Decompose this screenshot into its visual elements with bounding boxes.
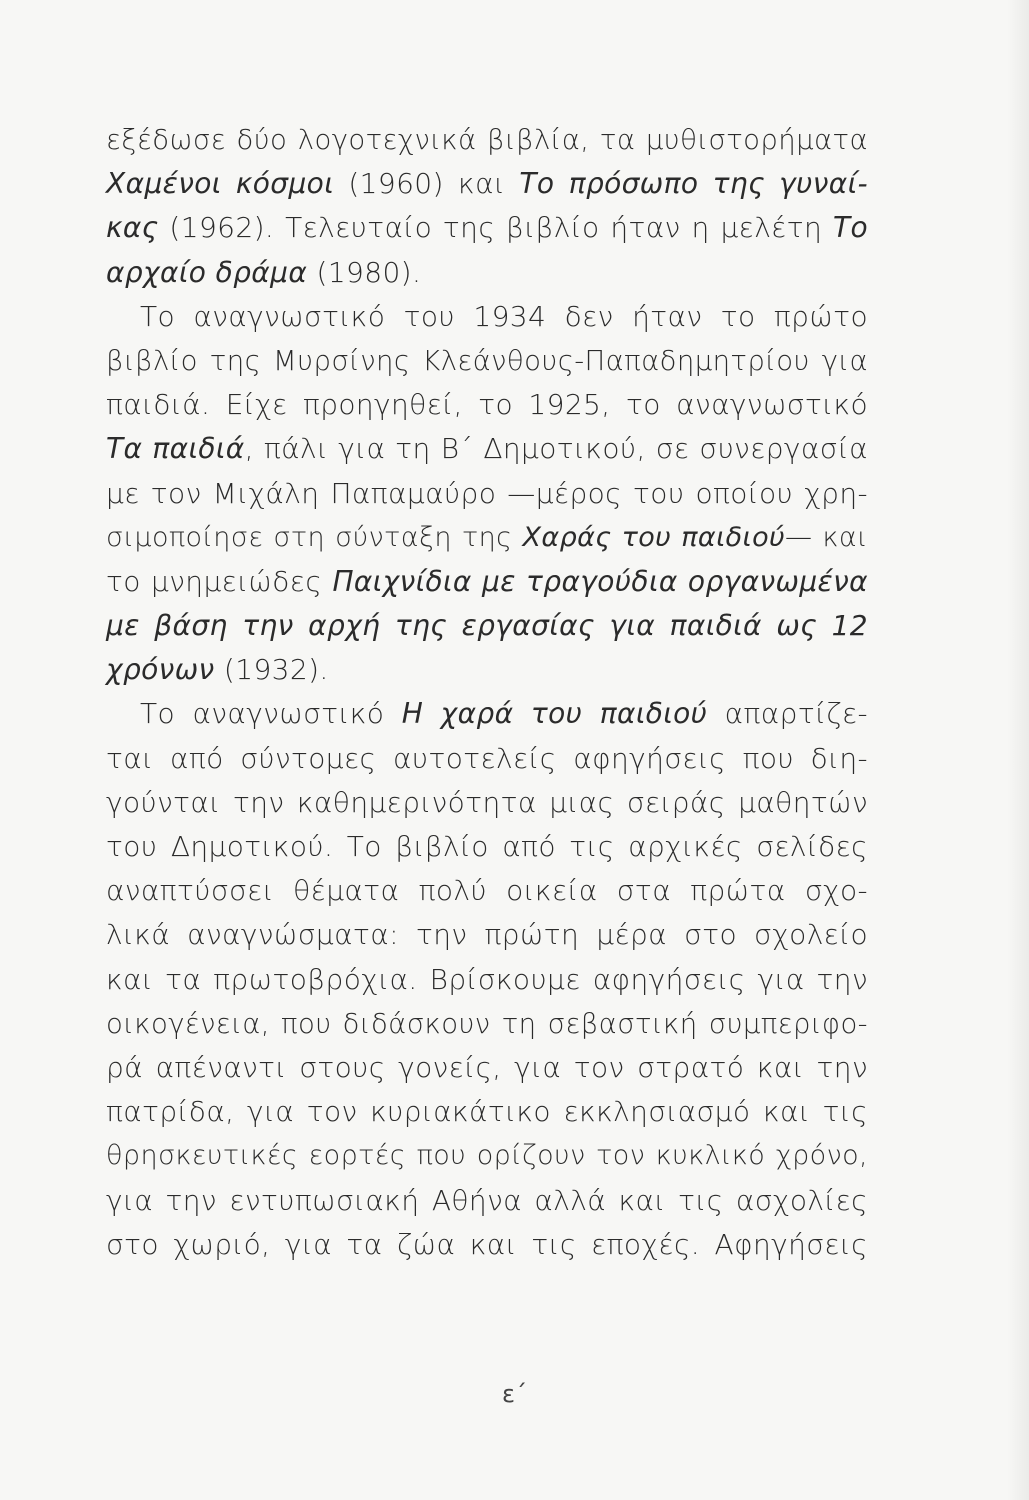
text-segment: — και [785,521,868,553]
text-line [106,781,868,825]
text-segment: για την εντυπωσιακή Αθήνα αλλά και τις ασχολίες [106,1183,868,1217]
text-line [106,1046,868,1090]
text-segment: θρησκευτικές εορτές που ορίζουν τον κυκλικό χρόνο, [106,1140,868,1172]
text-line [106,869,868,913]
text-segment: εξέδωσε δύο λογοτεχνικά βιβλία, τα μυθιστορήματα [106,124,868,156]
italic-text-segment: Χαμένοι κόσμοι [106,167,335,201]
text-line [106,737,868,781]
text-line [106,206,868,250]
text-segment: με τον Μιχάλη Παπαμαύρο —μέρος του οποίου χρη- [106,476,868,510]
text-segment: πατρίδα, για τον κυριακάτικο εκκλησιασμό και τις [106,1095,868,1129]
text-segment: βιβλίο της Μυρσίνης Κλεάνθους-Παπαδημητρίου για [106,344,868,377]
text-line [106,1223,868,1267]
text-segment: αναπτύσσει θέματα πολύ οικεία στα πρώτα σχο- [106,874,868,908]
text-segment: παιδιά. Είχε προηγηθεί, το 1925, το αναγνωστικό [106,388,868,422]
italic-text-segment: Η χαρά του παιδιού [401,697,708,731]
text-segment: (1980). [307,255,422,289]
italic-text-segment: αρχαίο δράμα [106,255,308,289]
text-segment: λικά αναγνώσματα: την πρώτη μέρα στο σχολείο [106,918,868,952]
italic-text-segment: Χαράς του παιδιού [522,521,786,553]
text-line [106,913,868,957]
text-line [106,1134,868,1178]
text-segment: γούνται την καθημερινότητα μιας σειράς μαθητών [106,785,868,819]
text-line [106,516,868,560]
text-line [106,604,868,648]
text-line [106,1179,868,1223]
text-line [106,692,868,736]
italic-text-segment: Τα παιδιά [106,432,245,466]
text-line [106,339,868,383]
text-segment: ται από σύντομες αυτοτελείς αφηγήσεις που διη- [106,741,868,775]
text-segment: του Δημοτικού. Το βιβλίο από τις αρχικές σελίδες [106,830,868,863]
text-segment: οικογένεια, που διδάσκουν τη σεβαστική συμπεριφο- [106,1007,868,1040]
text-segment: Το αναγνωστικό του 1934 δεν ήταν το πρώτο [140,299,868,333]
text-line [106,295,868,339]
text-segment: , πάλι για τη Β΄ Δημοτικού, σε συνεργασία [244,432,868,466]
text-line [106,383,868,427]
page-edge-shadow [1007,0,1029,1500]
text-segment: και τα πρωτοβρόχια. Βρίσκουμε αφηγήσεις για την [106,962,868,996]
text-segment: το μνημειώδες [106,564,333,598]
text-segment: στο χωριό, για τα ζώα και τις εποχές. Αφηγήσεις [106,1227,868,1261]
text-line [106,1090,868,1134]
italic-text-segment: χρόνων [106,653,215,687]
text-line [106,825,868,869]
text-line [106,118,868,162]
text-segment: σιμοποίησε στη σύνταξη της [106,521,523,553]
text-segment: Το αναγνωστικό [140,697,402,731]
italic-text-segment: Το πρόσωπο της γυναί- [519,167,868,201]
page-number: ε΄ [502,1380,527,1408]
text-line [106,648,868,692]
text-segment: (1962). Τελευταίο της βιβλίο ήταν η μελέτη [158,211,833,245]
text-line [106,958,868,1002]
italic-text-segment: Παιχνίδια με τραγούδια οργανωμένα [332,564,868,598]
text-segment: απαρτίζε- [707,697,868,731]
text-line [106,472,868,516]
italic-text-segment: με βάση την αρχή της εργασίας για παιδιά ως 12 [106,609,868,643]
text-segment: (1932). [214,653,329,687]
italic-text-segment: Το [832,211,868,245]
body-text [106,118,868,1267]
text-segment: (1960) και [334,167,520,201]
italic-text-segment: κας [106,211,159,245]
text-line [106,251,868,295]
text-segment: ρά απέναντι στους γονείς, για τον στρατό και την [106,1050,868,1084]
text-line [106,162,868,206]
text-line [106,1002,868,1046]
text-line [106,560,868,604]
text-line [106,427,868,471]
